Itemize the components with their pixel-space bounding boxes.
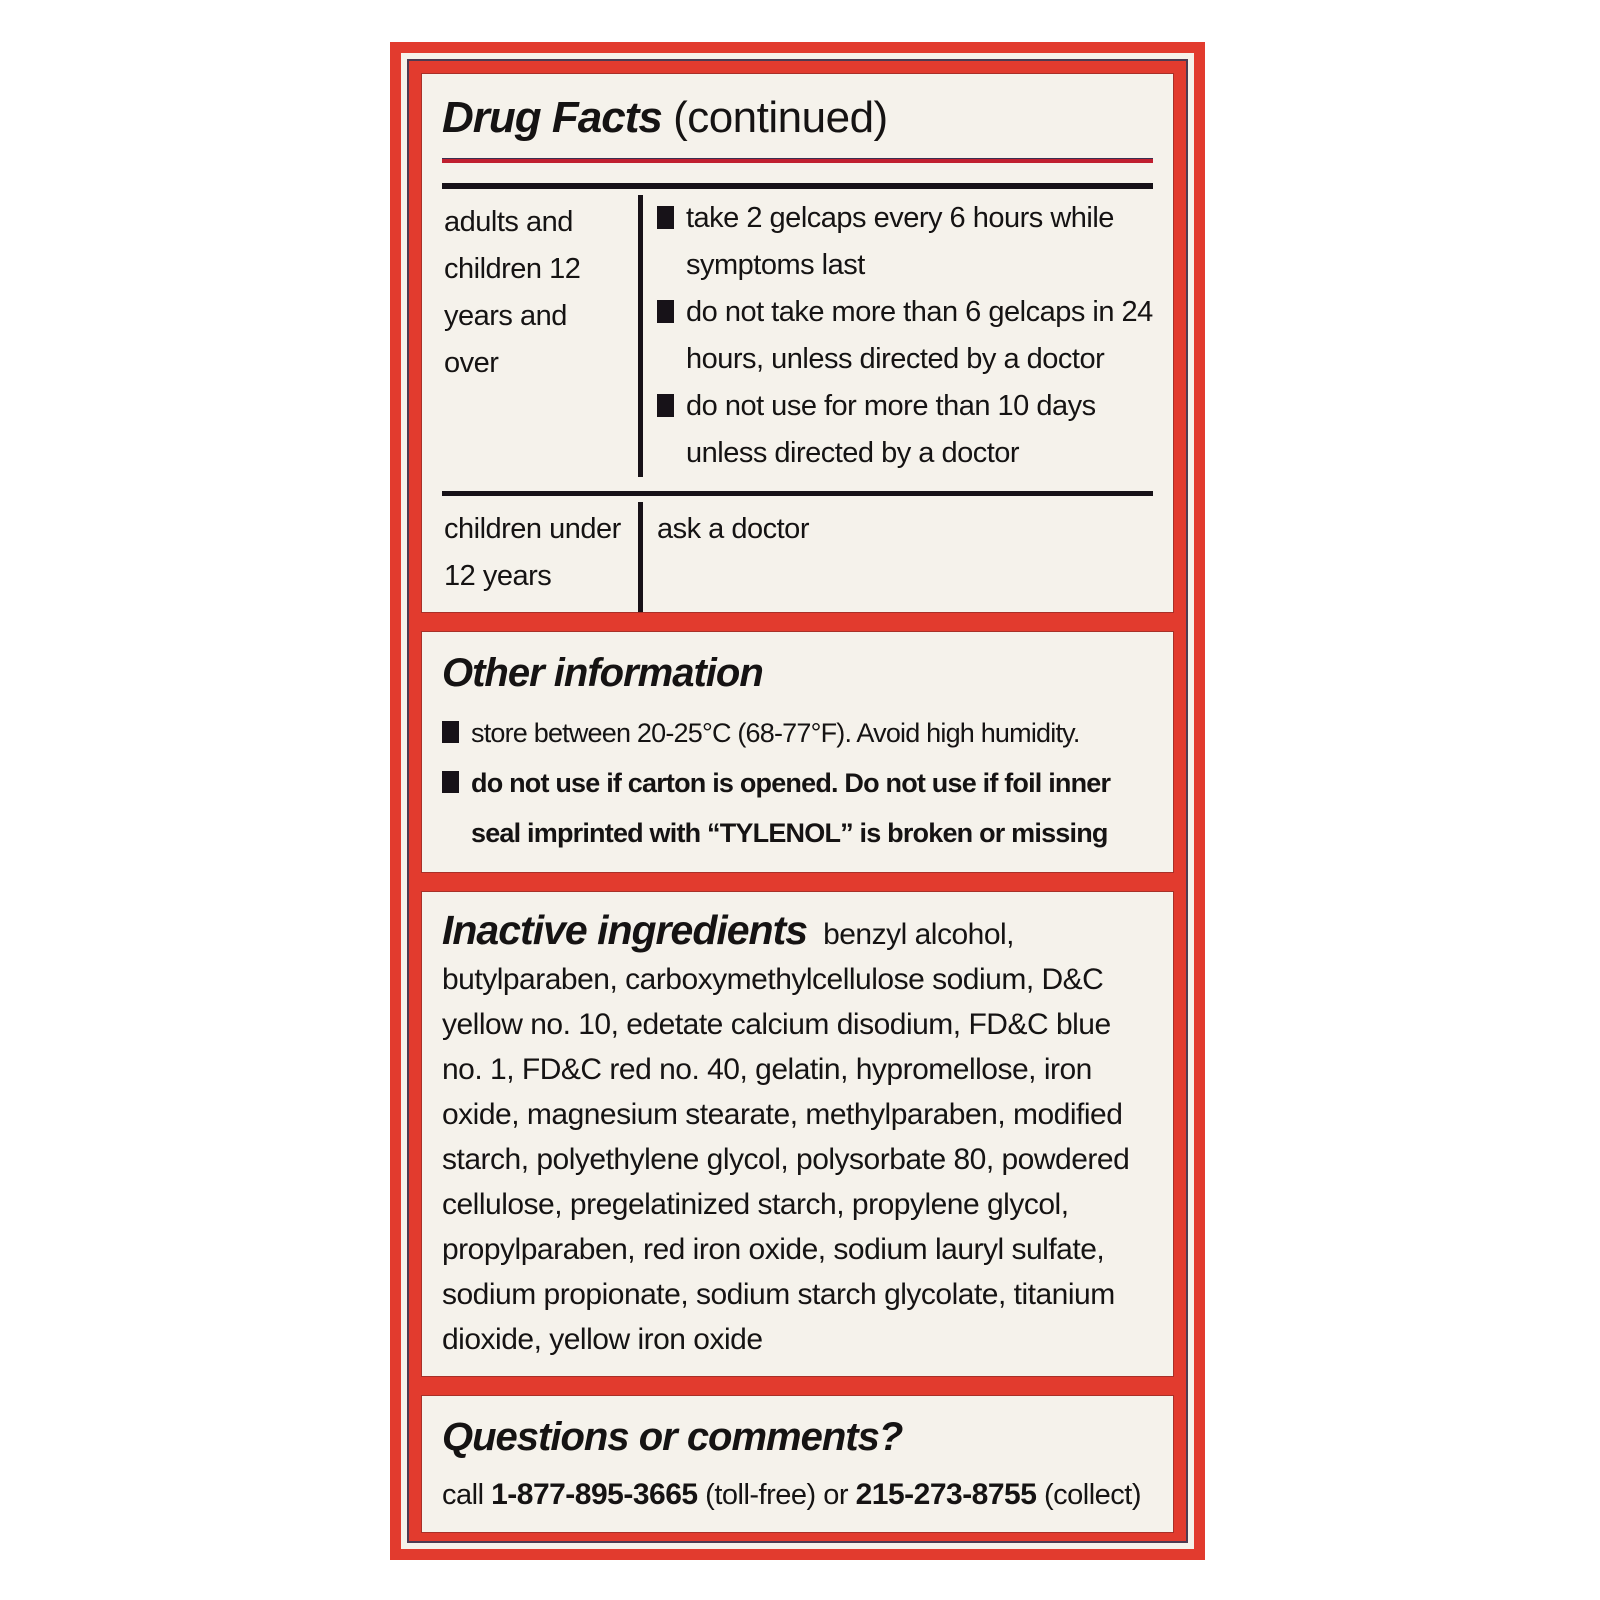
square-bullet-icon xyxy=(657,300,674,323)
drug-facts-panel xyxy=(422,74,1173,612)
inactive-ingredients-paragraph xyxy=(442,908,1153,1362)
collect-label: (collect) xyxy=(1043,1479,1141,1511)
questions-title: Questions or comments? xyxy=(442,1415,903,1459)
direction-text: do not take more than 6 gelcaps in 24 hours, unless directed by a doctor xyxy=(686,296,1153,376)
direction-text: do not use for more than 10 days unless directed by a doctor xyxy=(686,390,1096,470)
drug-facts-title xyxy=(442,94,1153,142)
other-info-text: do not use if carton is opened. Do not use if foil inner seal imprinted with “TYLENOL” is broken or missing xyxy=(471,768,1111,848)
direction-item xyxy=(657,289,1153,383)
red-rule xyxy=(442,158,1153,163)
or-text: or xyxy=(823,1479,849,1511)
other-information-title: Other information xyxy=(442,651,763,695)
call-prefix: call xyxy=(442,1479,484,1511)
square-bullet-icon xyxy=(442,771,459,793)
direction-text: take 2 gelcaps every 6 hours while symptoms last xyxy=(686,202,1114,282)
label-pinstripe xyxy=(401,53,1194,1549)
inactive-ingredients-list: benzyl alcohol, butylparaben, carboxymethylcellulose sodium, D&C yellow no. 10, edetate calcium disodium, FD&C blue no. 1, FD&C red no. 40, gelatin, hypromellose, iron oxide, magnesium stearate, methylparaben, modified starch, polyethylene glycol, polysorbate 80, powdered cellulose, pregelatinized starch, propylene glycol, propylparaben, red iron oxide, sodium lauryl sulfate, sodium propionate, sodium starch glycolate, titanium dioxide, yellow iron oxide xyxy=(442,918,1130,1356)
square-bullet-icon xyxy=(657,394,674,417)
direction-item xyxy=(657,195,1153,289)
other-info-text: store between 20-25°C (68-77°F). Avoid high humidity. xyxy=(471,718,1080,748)
table-cell-directions xyxy=(638,195,1153,477)
table-cell-population: children under 12 years xyxy=(444,513,621,593)
table-cell-population: adults and children 12 years and over xyxy=(444,206,581,380)
tollfree-phone-number: 1-877-895-3665 xyxy=(491,1478,698,1511)
dosage-table xyxy=(442,183,1153,612)
drug-facts-title-main: Drug Facts xyxy=(442,93,662,142)
label-outer-border xyxy=(390,42,1205,1560)
table-row-adults xyxy=(442,189,1153,491)
other-information-panel xyxy=(422,632,1173,872)
label-inner-area xyxy=(407,59,1188,1543)
collect-phone-number: 215-273-8755 xyxy=(855,1478,1037,1511)
inactive-ingredients-title: Inactive ingredients xyxy=(442,907,808,953)
direction-item xyxy=(657,383,1153,477)
other-info-item xyxy=(442,758,1153,858)
table-row-children xyxy=(442,491,1153,612)
direction-text: ask a doctor xyxy=(657,513,809,546)
square-bullet-icon xyxy=(442,721,459,743)
tollfree-label: (toll-free) xyxy=(705,1479,816,1511)
other-info-item xyxy=(442,708,1153,758)
contact-line xyxy=(442,1472,1153,1518)
square-bullet-icon xyxy=(657,206,674,229)
drug-facts-title-suffix: (continued) xyxy=(673,93,888,142)
table-cell-directions xyxy=(638,502,1153,612)
questions-panel xyxy=(422,1396,1173,1532)
inactive-ingredients-panel xyxy=(422,892,1173,1376)
